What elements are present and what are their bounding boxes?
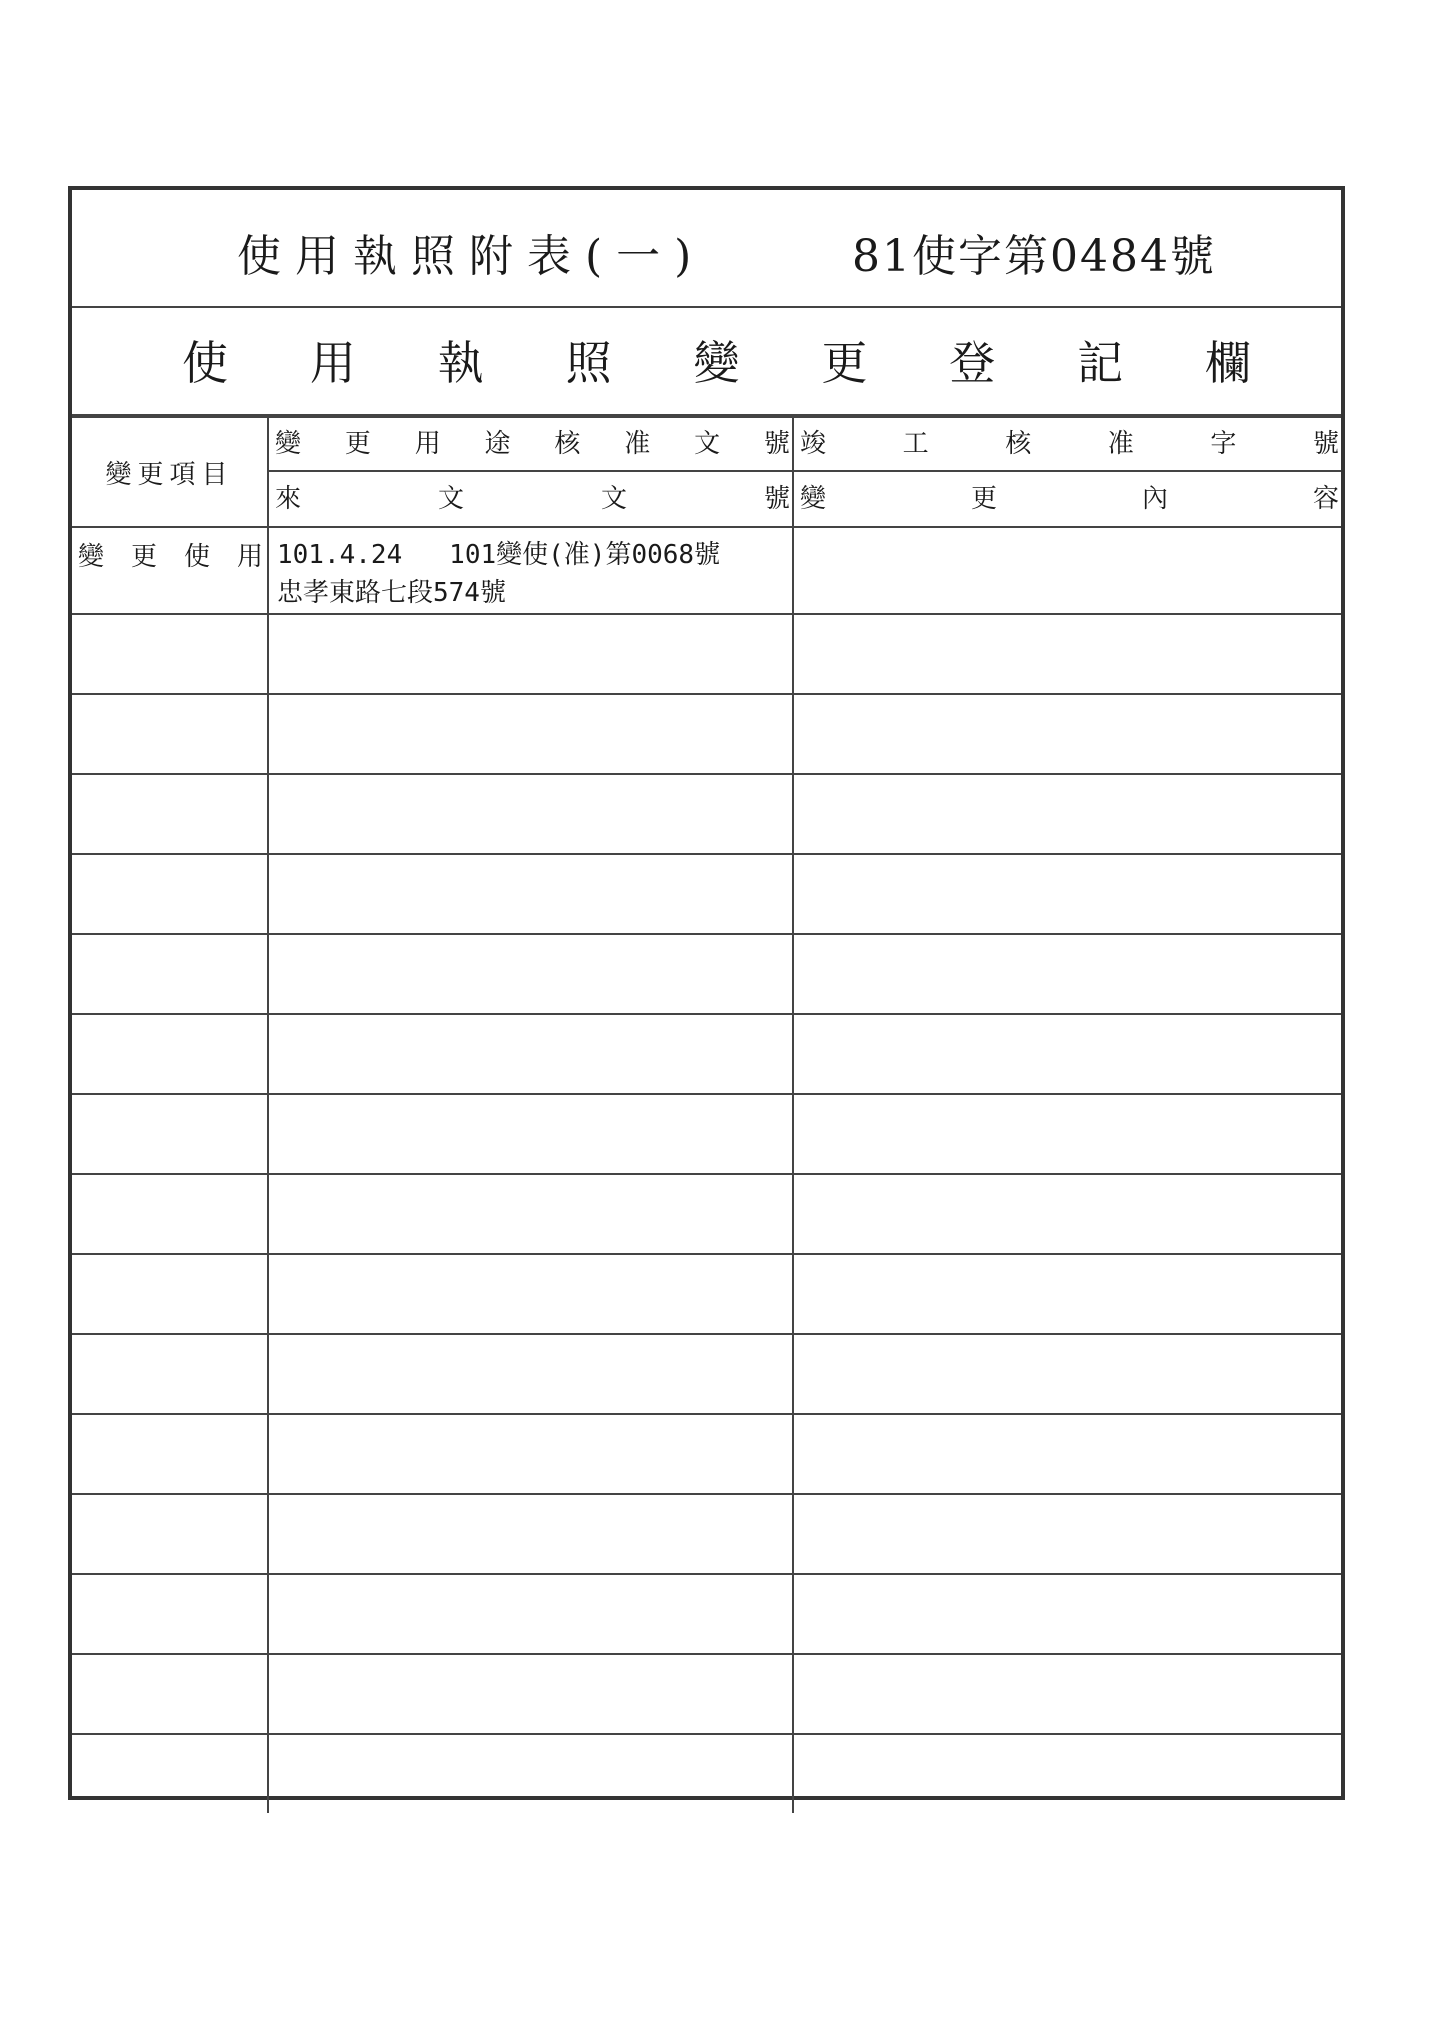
approval-doc-no-header-char: 途 — [484, 429, 511, 459]
approval-doc-no-header-char: 准 — [624, 429, 651, 459]
form-title: 使用執照附表(一) — [237, 231, 706, 282]
incoming-doc-no-header-char: 來 — [275, 484, 302, 514]
section-title — [182, 330, 1251, 390]
completion-approval-no-header-char: 竣 — [800, 429, 827, 459]
section-title-char: 變 — [693, 336, 740, 390]
blank-change-content-cell — [793, 694, 1341, 774]
table-row — [72, 1094, 1341, 1174]
blank-change-content-cell — [793, 1094, 1341, 1174]
blank-change-item-cell — [72, 1494, 268, 1574]
section-title-char: 記 — [1077, 336, 1124, 390]
table-row — [72, 1654, 1341, 1734]
blank-approval-doc-cell — [268, 1174, 793, 1254]
blank-change-item-cell — [72, 934, 268, 1014]
table-row — [72, 1334, 1341, 1414]
blank-change-content-cell — [793, 774, 1341, 854]
blank-change-item-cell — [72, 1334, 268, 1414]
table-row — [72, 854, 1341, 934]
blank-change-content-cell — [793, 614, 1341, 694]
table-row — [72, 527, 1341, 614]
change-content-header-char: 變 — [800, 484, 827, 514]
section-title-char: 用 — [309, 336, 356, 390]
blank-change-content-cell — [793, 1014, 1341, 1094]
blank-change-content-cell — [793, 1414, 1341, 1494]
blank-change-item-cell — [72, 1254, 268, 1334]
blank-approval-doc-cell — [268, 1734, 793, 1813]
incoming-doc-no-header-char: 號 — [763, 484, 790, 514]
entry-date-and-doc-number: 101.4.24 101變使(准)第0068號 — [277, 540, 721, 570]
incoming-doc-no-header-char: 文 — [437, 484, 464, 514]
change-content-header — [793, 471, 1341, 527]
approval-doc-no-header-char: 核 — [554, 429, 581, 459]
blank-approval-doc-cell — [268, 1654, 793, 1734]
blank-approval-doc-cell — [268, 1014, 793, 1094]
completion-approval-no-header-char: 核 — [1005, 429, 1032, 459]
table-row — [72, 614, 1341, 694]
table-row — [72, 774, 1341, 854]
entry-address: 忠孝東路七段574號 — [277, 578, 506, 608]
change-item-header: 變更項目 — [72, 417, 268, 527]
blank-approval-doc-cell — [268, 1494, 793, 1574]
change-content-header-char: 內 — [1141, 484, 1168, 514]
blank-change-content-cell — [793, 1734, 1341, 1813]
blank-change-content-cell — [793, 1254, 1341, 1334]
blank-change-content-cell — [793, 934, 1341, 1014]
approval-doc-no-header-char: 用 — [414, 429, 441, 459]
change-content-header-char: 容 — [1312, 484, 1339, 514]
blank-approval-doc-cell — [268, 934, 793, 1014]
blank-change-content-cell — [793, 1334, 1341, 1414]
change-content-header-char: 更 — [970, 484, 997, 514]
blank-approval-doc-cell — [268, 1334, 793, 1414]
approval-doc-no-header-char: 文 — [694, 429, 721, 459]
entry-change-item-char: 更 — [130, 542, 157, 572]
change-register-table — [72, 416, 1341, 1813]
blank-change-item-cell — [72, 1734, 268, 1813]
form-title-row — [72, 190, 1341, 308]
blank-approval-doc-cell — [268, 1254, 793, 1334]
table-row — [72, 1414, 1341, 1494]
approval-doc-no-header-char: 變 — [275, 429, 302, 459]
blank-change-content-cell — [793, 1494, 1341, 1574]
approval-doc-no-header-char: 更 — [344, 429, 371, 459]
blank-change-item-cell — [72, 614, 268, 694]
blank-approval-doc-cell — [268, 1094, 793, 1174]
completion-approval-no-header — [793, 417, 1341, 471]
entry-change-item-char: 使 — [183, 542, 210, 572]
approval-doc-no-header — [268, 417, 793, 471]
table-row — [72, 1574, 1341, 1654]
entry-approval-doc — [268, 527, 793, 614]
blank-change-item-cell — [72, 1014, 268, 1094]
section-title-char: 欄 — [1205, 336, 1251, 390]
blank-change-item-cell — [72, 774, 268, 854]
table-header-row-1 — [72, 417, 1341, 471]
incoming-doc-no-header-char: 文 — [600, 484, 627, 514]
table-row — [72, 694, 1341, 774]
section-title-char: 登 — [949, 336, 996, 390]
blank-change-content-cell — [793, 854, 1341, 934]
blank-change-item-cell — [72, 1174, 268, 1254]
entry-change-item-char: 用 — [236, 542, 263, 572]
table-row — [72, 1494, 1341, 1574]
table-row — [72, 1174, 1341, 1254]
entry-change-content — [793, 527, 1341, 614]
incoming-doc-no-header — [268, 471, 793, 527]
completion-approval-no-header-char: 號 — [1312, 429, 1339, 459]
blank-change-item-cell — [72, 1654, 268, 1734]
completion-approval-no-header-char: 工 — [902, 429, 929, 459]
completion-approval-no-header-char: 字 — [1210, 429, 1237, 459]
blank-approval-doc-cell — [268, 1574, 793, 1654]
section-title-char: 照 — [565, 336, 612, 390]
blank-change-content-cell — [793, 1654, 1341, 1734]
table-row — [72, 934, 1341, 1014]
blank-approval-doc-cell — [268, 614, 793, 694]
blank-approval-doc-cell — [268, 774, 793, 854]
section-title-char: 更 — [821, 336, 868, 390]
approval-doc-no-header-char: 號 — [763, 429, 790, 459]
blank-approval-doc-cell — [268, 694, 793, 774]
blank-change-item-cell — [72, 1574, 268, 1654]
blank-change-item-cell — [72, 1094, 268, 1174]
license-number: 81使字第0484號 — [852, 231, 1216, 282]
table-row — [72, 1254, 1341, 1334]
blank-change-content-cell — [793, 1174, 1341, 1254]
blank-change-item-cell — [72, 1414, 268, 1494]
entry-change-item-char: 變 — [78, 542, 105, 572]
table-row — [72, 1734, 1341, 1813]
blank-change-item-cell — [72, 694, 268, 774]
table-row — [72, 1014, 1341, 1094]
section-header-row — [72, 308, 1341, 416]
blank-approval-doc-cell — [268, 1414, 793, 1494]
section-title-char: 使 — [182, 336, 228, 390]
entry-change-item — [72, 527, 268, 614]
completion-approval-no-header-char: 准 — [1107, 429, 1134, 459]
usage-license-attachment-form — [68, 186, 1345, 1800]
blank-change-content-cell — [793, 1574, 1341, 1654]
blank-change-item-cell — [72, 854, 268, 934]
blank-approval-doc-cell — [268, 854, 793, 934]
section-title-char: 執 — [437, 336, 484, 390]
